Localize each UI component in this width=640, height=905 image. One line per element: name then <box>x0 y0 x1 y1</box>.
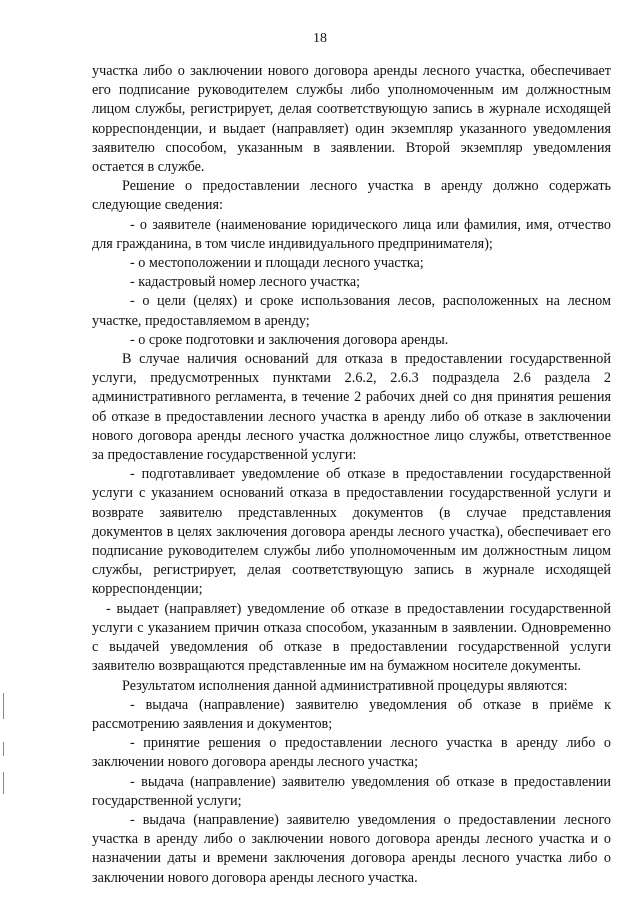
list-item: - о сроке подготовки и заключения договора аренды. <box>130 331 449 348</box>
body-text <box>92 62 611 888</box>
list-item: - выдача (направление) заявителю уведомления о предоставлении лесного участка в аренду либо о заключении нового договора аренды лесного участка и о назначении даты и времени заключения договора аренды лесного участка либо о заключении нового договора аренды лесного участка. <box>92 811 611 886</box>
list-item: - о заявителе (наименование юридического лица или фамилия, имя, отчество для гражданина, в том числе индивидуального предпринимателя); <box>92 216 611 252</box>
scan-artifact-mark <box>3 742 4 756</box>
list-item: - подготавливает уведомление об отказе в предоставлении государственной услуги с указанием оснований отказа в предоставлении государственной услуги и возврате заявителю представленных документов (в случае представления документов в целях заключения договора аренды лесного участка), обеспечивает его подписание руководителем службы либо уполномоченным им должностным лицом службы, регистрирует, делая соответствующую запись в журнале исходящей корреспонденции; <box>92 466 611 598</box>
list-item: - принятие решения о предоставлении лесного участка в аренду либо о заключении нового договора аренды лесного участка; <box>92 735 611 771</box>
list-item: - выдача (направление) заявителю уведомления об отказе в приёме к рассмотрению заявления и документов; <box>92 696 611 732</box>
paragraph: Решение о предоставлении лесного участка в аренду должно содержать следующие сведения: <box>92 178 611 214</box>
list-item: - выдает (направляет) уведомление об отказе в предоставлении государственной услуги с указанием причин отказа способом, указанным в заявлении. Одновременно с выдачей уведомления об отказе в предоставлении государственной услуги заявителю возвращаются представленные им на бумажном носителе документы. <box>92 600 611 675</box>
scan-artifact-mark <box>3 772 4 794</box>
paragraph: участка либо о заключении нового договора аренды лесного участка, обеспечивает его подписание руководителем службы либо уполномоченным им должностным лицом службы, регистрирует, делая соответствующую запись в журнале исходящей корреспонденции, и выдает (направляет) один экземпляр указанного уведомления заявителю способом, указанным в заявлении. Второй экземпляр уведомления остается в службе. <box>92 63 611 176</box>
list-item: - выдача (направление) заявителю уведомления об отказе в предоставлении государственной услуги; <box>92 773 611 809</box>
list-item: - о местоположении и площади лесного участка; <box>130 255 424 272</box>
list-item: - о цели (целях) и сроке использования лесов, расположенных на лесном участке, предоставляемом в аренду; <box>92 293 611 329</box>
paragraph: В случае наличия оснований для отказа в предоставлении государственной услуги, предусмотренных пунктами 2.6.2, 2.6.3 подраздела 2.6 раздела 2 административного регламента, в течение 2 рабочих дней со дня принятия решения об отказе в предоставлении лесного участка в аренду либо об отказе в заключении нового договора аренды лесного участка должностное лицо службы, ответственное за предоставление государственной услуги: <box>92 351 611 464</box>
page-number: 18 <box>313 31 327 46</box>
paragraph: Результатом исполнения данной административной процедуры являются: <box>122 677 568 694</box>
list-item: - кадастровый номер лесного участка; <box>130 274 361 291</box>
scan-artifact-mark <box>3 693 4 719</box>
